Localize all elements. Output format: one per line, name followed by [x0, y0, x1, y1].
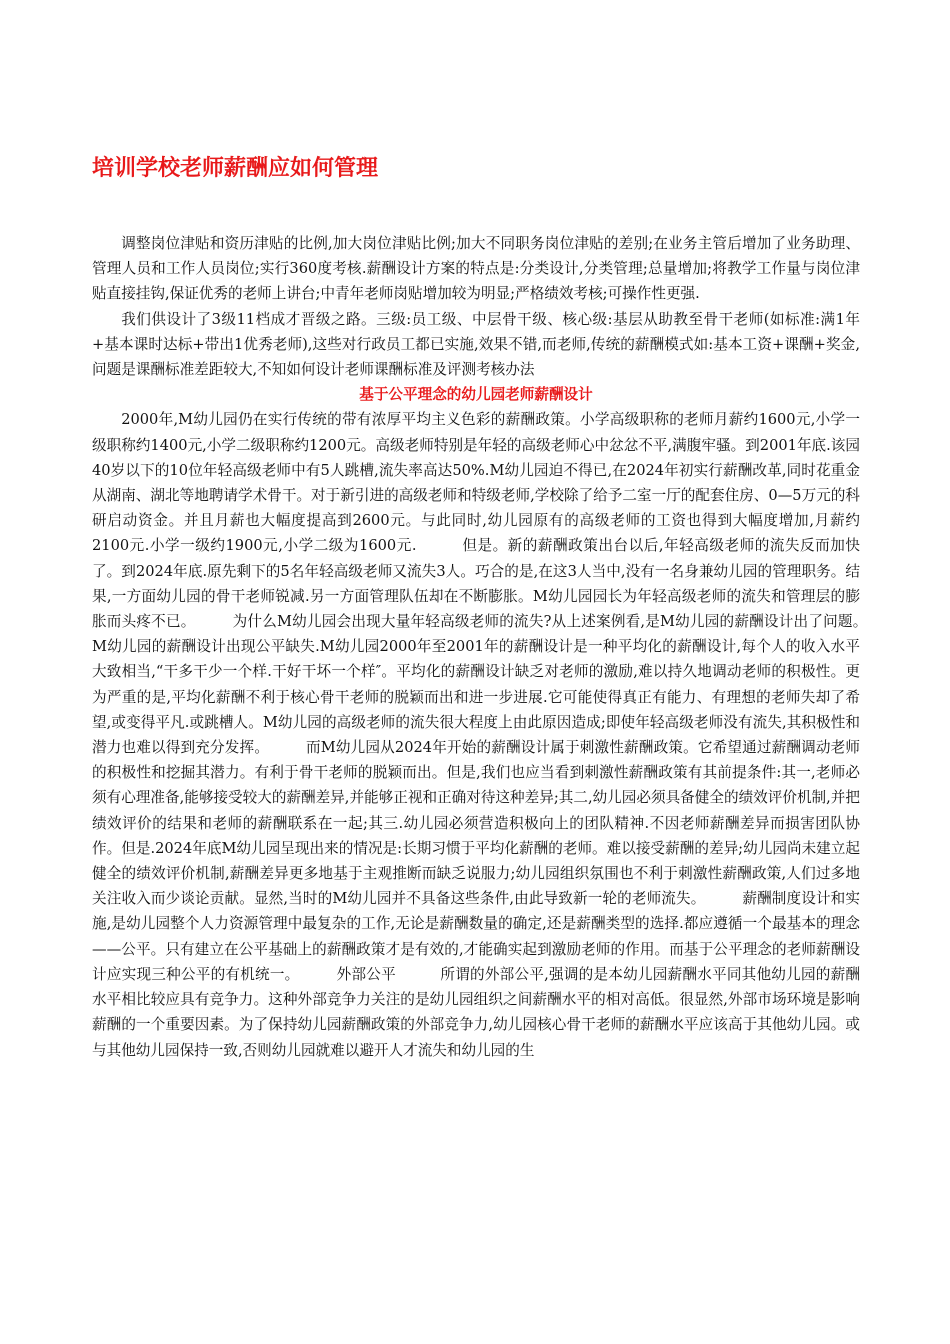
document-body: [92, 231, 904, 1063]
paragraph-2: 我们供设计了3级11档成才晋级之路。三级:员工级、中层骨干级、核心级:基层从助教至骨干老师(如标准:满1年+基本课时达标+带出1优秀老师),这些对行政员工都已实施,效果不错,而老师,传统的薪酬模式如:基本工资+课酬+奖金,问题是课酬标准差距较大,不知如何设计老师课酬标准及评测考核办法: [92, 310, 860, 379]
section-subheading: 基于公平理念的幼儿园老师薪酬设计: [359, 386, 593, 404]
document-title: 培训学校老师薪酬应如何管理: [92, 156, 379, 181]
paragraph-1: 调整岗位津贴和资历津贴的比例,加大岗位津贴比例;加大不同职务岗位津贴的差别;在业务主管后增加了业务助理、管理人员和工作人员岗位;实行360度考核.薪酬设计方案的特点是:分类设计,分类管理;总量增加;将教学工作量与岗位津贴直接挂钩,保证优秀的老师上讲台;中青年老师岗贴增加较为明显;严格绩效考核;可操作性更强.: [92, 235, 860, 303]
paragraph-3: 2000年,M幼儿园仍在实行传统的带有浓厚平均主义色彩的薪酬政策。小学高级职称的老师月薪约1600元,小学一级职称约1400元,小学二级职称约1200元。高级老师特别是年轻的高级老师心中忿忿不平,满腹牢骚。到2001年底.该园40岁以下的10位年轻高级老师中有5人跳槽,流失率高达50%.M幼儿园迫不得已,在2024年初实行薪酬改革,同时花重金从湖南、湖北等地聘请学术骨干。对于新引进的高级老师和特级老师,学校除了给予二室一厅的配套住房、0—5万元的科研启动资金。并且月薪也大幅度提高到2600元。与此同时,幼儿园原有的高级老师的工资也得到大幅度增加,月薪约2100元.小学一级约1900元,小学二级为1600元. 但是。新的薪酬政策出台以后,年轻高级老师的流失反而加快了。到2024年底.原先剩下的5名年轻高级老师又流失3人。巧合的是,在这3人当中,没有一名身兼幼儿园的管理职务。结果,一方面幼儿园的骨干老师锐减.另一方面管理队伍却在不断膨胀。M幼儿园园长为年轻高级老师的流失和管理层的膨胀而头疼不已。 为什么M幼儿园会出现大量年轻高级老师的流失?从上述案例看,是M幼儿园的薪酬设计出了问题。 M幼儿园的薪酬设计出现公平缺失.M幼儿园2000年至2001年的薪酬设计是一种平均化的薪酬设计,每个人的收入水平大致相当,“干多干少一个样.干好干坏一个样″。平均化的薪酬设计缺乏对老师的激励,难以持久地调动老师的积极性。更为严重的是,平均化薪酬不利于核心骨干老师的脱颖而出和进一步进展.它可能使得真正有能力、有理想的老师失却了希望,或变得平凡.或跳槽人。M幼儿园的高级老师的流失很大程度上由此原因造成;即使年轻高级老师没有流失,其积极性和潜力也难以得到充分发挥。 而M幼儿园从2024年开始的薪酬设计属于刺激性薪酬政策。它希望通过薪酬调动老师的积极性和挖掘其潜力。有利于骨干老师的脱颖而出。但是,我们也应当看到刺激性薪酬政策有其前提条件:其一,老师必须有心理准备,能够接受较大的薪酬差异,并能够正视和正确对待这种差异;其二,幼儿园必须具备健全的绩效评价机制,并把绩效评价的结果和老师的薪酬联系在一起;其三.幼儿园必须营造积极向上的团队精神.不因老师薪酬差异而损害团队协作。但是.2024年底M幼儿园呈现出来的情况是:长期习惯于平均化薪酬的老师。难以接受薪酬的差异;幼儿园尚未建立起健全的绩效评价机制,薪酬差异更多地基于主观推断而缺乏说服力;幼儿园组织氛围也不利于刺激性薪酬政策,人们过多地关注收入而少谈论贡献。显然,当时的M幼儿园并不具备这些条件,由此导致新一轮的老师流失。 薪酬制度设计和实施,是幼儿园整个人力资源管理中最复杂的工作,无论是薪酬数量的确定,还是薪酬类型的选择.都应遵循一个最基本的理念——公平。只有建立在公平基础上的薪酬政策才是有效的,才能确实起到激励老师的作用。而基于公平理念的老师薪酬设计应实现三种公平的有机统一。 外部公平 所谓的外部公平,强调的是本幼儿园薪酬水平同其他幼儿园的薪酬水平相比较应具有竞争力。这种外部竞争力关注的是幼儿园组织之间薪酬水平的相对高低。很显然,外部市场环境是影响薪酬的一个重要因素。为了保持幼儿园薪酬政策的外部竞争力,幼儿园核心骨干老师的薪酬水平应该高于其他幼儿园。或与其他幼儿园保持一致,否则幼儿园就难以避开人才流失和幼儿园的生: [92, 411, 904, 1059]
